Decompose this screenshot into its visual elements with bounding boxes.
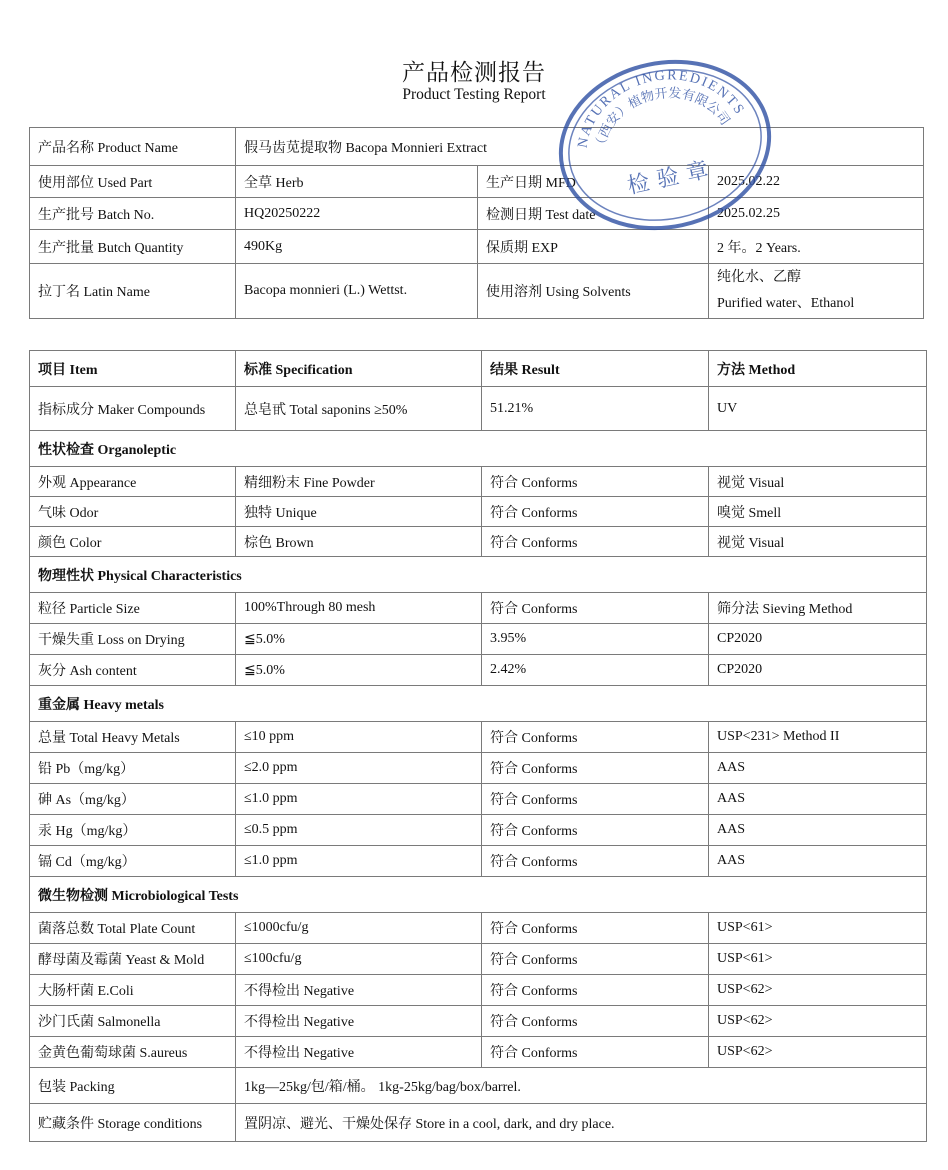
cell-method: USP<62> [709,975,927,1006]
cell-method: CP2020 [709,624,927,655]
cell-result: 51.21% [482,387,709,431]
seal-center-text: （西安）植物开发有限公司 [593,86,733,153]
cell-specification: 总皂甙 Total saponins ≥50% [236,387,482,431]
cell-result: 符合 Conforms [482,1006,709,1037]
mfd-label: 生产日期 MFD [478,166,709,198]
test-date-value: 2025.02.25 [709,198,924,230]
cell-method: AAS [709,846,927,877]
section-title: 性状检查 Organoleptic [30,431,927,467]
packing-value: 1kg—25kg/包/箱/桶。 1kg-25kg/bag/box/barrel. [236,1068,927,1104]
table-row [30,497,927,527]
cell-specification: ≤2.0 ppm [236,753,482,784]
packing-row [30,1068,927,1104]
exp-label: 保质期 EXP [478,230,709,264]
cell-item: 大肠杆菌 E.Coli [30,975,236,1006]
cell-method: UV [709,387,927,431]
cell-method: 视觉 Visual [709,467,927,497]
seal-bottom-text: 检验章 [625,156,719,200]
table-row [30,784,927,815]
solvent-value-zh: 纯化水、乙醇 [717,270,801,285]
table-row [30,815,927,846]
table-row [30,624,927,655]
table-row [30,593,927,624]
seal-top-text: NATURAL INGREDIENTS [575,68,748,150]
product-name-value: 假马齿苋提取物 Bacopa Monnieri Extract [236,128,924,166]
cell-result: 符合 Conforms [482,1037,709,1068]
packing-label: 包装 Packing [30,1068,236,1104]
table-row [30,753,927,784]
product-info-table [29,127,924,319]
cell-method: 嗅觉 Smell [709,497,927,527]
header-method: 方法 Method [709,351,927,387]
table-row [30,722,927,753]
cell-specification: 独特 Unique [236,497,482,527]
cell-method: AAS [709,815,927,846]
cell-item: 外观 Appearance [30,467,236,497]
info-row [30,128,924,166]
header-item: 项目 Item [30,351,236,387]
specification-table [29,350,927,1142]
table-row [30,527,927,557]
used-part-label: 使用部位 Used Part [30,166,236,198]
solvent-value [709,264,924,319]
cell-item: 颜色 Color [30,527,236,557]
cell-result: 符合 Conforms [482,846,709,877]
cell-method: AAS [709,784,927,815]
table-row [30,387,927,431]
cell-item: 气味 Odor [30,497,236,527]
cell-specification: ≦5.0% [236,655,482,686]
info-row [30,198,924,230]
solvent-label: 使用溶剂 Using Solvents [478,264,709,319]
cell-result: 符合 Conforms [482,753,709,784]
cell-specification: 不得检出 Negative [236,1006,482,1037]
table-row [30,1006,927,1037]
cell-specification: ≤1000cfu/g [236,913,482,944]
solvent-value-en: Purified water、Ethanol [717,296,855,311]
cell-result: 2.42% [482,655,709,686]
storage-label: 贮藏条件 Storage conditions [30,1104,236,1142]
product-name-label: 产品名称 Product Name [30,128,236,166]
cell-item: 灰分 Ash content [30,655,236,686]
cell-result: 符合 Conforms [482,527,709,557]
section-row-physical [30,557,927,593]
section-row-microbiological [30,877,927,913]
latin-value: Bacopa monnieri (L.) Wettst. [236,264,478,319]
cell-item: 干燥失重 Loss on Drying [30,624,236,655]
cell-specification: ≤10 ppm [236,722,482,753]
section-title: 物理性状 Physical Characteristics [30,557,927,593]
batch-value: HQ20250222 [236,198,478,230]
latin-label: 拉丁名 Latin Name [30,264,236,319]
cell-result: 符合 Conforms [482,975,709,1006]
cell-result: 符合 Conforms [482,722,709,753]
storage-row [30,1104,927,1142]
header-specification: 标准 Specification [236,351,482,387]
batch-label: 生产批号 Batch No. [30,198,236,230]
table-header-row [30,351,927,387]
cell-method: USP<231> Method II [709,722,927,753]
cell-specification: 100%Through 80 mesh [236,593,482,624]
cell-item: 酵母菌及霉菌 Yeast & Mold [30,944,236,975]
cell-method: AAS [709,753,927,784]
storage-value: 置阴凉、避光、干燥处保存 Store in a cool, dark, and dry place. [236,1104,927,1142]
cell-specification: ≤100cfu/g [236,944,482,975]
table-row [30,944,927,975]
cell-item: 铅 Pb（mg/kg） [30,753,236,784]
cell-method: USP<62> [709,1006,927,1037]
cell-specification: ≤1.0 ppm [236,846,482,877]
mfd-value: 2025.02.22 [709,166,924,198]
cell-specification: 棕色 Brown [236,527,482,557]
section-row-heavy-metals [30,686,927,722]
section-title: 重金属 Heavy metals [30,686,927,722]
section-row-organoleptic [30,431,927,467]
cell-item: 镉 Cd（mg/kg） [30,846,236,877]
cell-result: 符合 Conforms [482,913,709,944]
table-row [30,655,927,686]
info-row [30,166,924,198]
table-row [30,975,927,1006]
cell-method: USP<61> [709,913,927,944]
test-date-label: 检测日期 Test date [478,198,709,230]
cell-method: 视觉 Visual [709,527,927,557]
cell-result: 符合 Conforms [482,593,709,624]
cell-result: 符合 Conforms [482,497,709,527]
cell-method: USP<61> [709,944,927,975]
info-row [30,230,924,264]
cell-specification: ≤1.0 ppm [236,784,482,815]
table-row [30,913,927,944]
cell-result: 符合 Conforms [482,944,709,975]
table-row [30,467,927,497]
cell-item: 沙门氏菌 Salmonella [30,1006,236,1037]
cell-item: 粒径 Particle Size [30,593,236,624]
cell-method: CP2020 [709,655,927,686]
report-title-zh: 产品检测报告 [402,60,546,85]
cell-item: 菌落总数 Total Plate Count [30,913,236,944]
cell-result: 符合 Conforms [482,784,709,815]
cell-specification: ≤0.5 ppm [236,815,482,846]
cell-item: 指标成分 Maker Compounds [30,387,236,431]
quantity-label: 生产批量 Butch Quantity [30,230,236,264]
cell-specification: ≦5.0% [236,624,482,655]
cell-result: 符合 Conforms [482,815,709,846]
cell-result: 符合 Conforms [482,467,709,497]
exp-value: 2 年。2 Years. [709,230,924,264]
cell-item: 汞 Hg（mg/kg） [30,815,236,846]
info-row [30,264,924,319]
cell-item: 总量 Total Heavy Metals [30,722,236,753]
cell-specification: 精细粉末 Fine Powder [236,467,482,497]
report-title-en: Product Testing Report [402,86,546,103]
cell-method: 筛分法 Sieving Method [709,593,927,624]
section-title: 微生物检测 Microbiological Tests [30,877,927,913]
cell-method: USP<62> [709,1037,927,1068]
cell-result: 3.95% [482,624,709,655]
quantity-value: 490Kg [236,230,478,264]
cell-specification: 不得检出 Negative [236,975,482,1006]
table-row [30,846,927,877]
cell-specification: 不得检出 Negative [236,1037,482,1068]
cell-item: 金黄色葡萄球菌 S.aureus [30,1037,236,1068]
table-row [30,1037,927,1068]
cell-item: 砷 As（mg/kg） [30,784,236,815]
header-result: 结果 Result [482,351,709,387]
used-part-value: 全草 Herb [236,166,478,198]
